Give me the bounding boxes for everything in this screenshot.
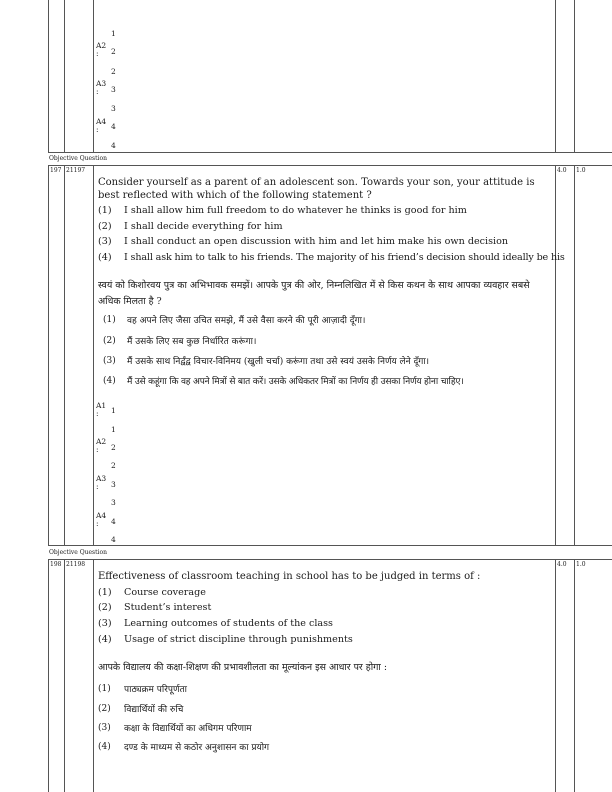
- option-number: (2): [98, 602, 112, 613]
- table-border: [48, 165, 612, 166]
- table-border: [555, 559, 556, 792]
- option-number: (1): [103, 315, 116, 325]
- question-type-label: Objective Question: [49, 155, 107, 162]
- option-number: (4): [98, 634, 112, 645]
- answer-key: A4 :: [96, 511, 107, 528]
- option-text: वह अपने लिए जैसा उचित समझे, मैं उसे वैसा करने की पूरी आज़ादी दूँगा।: [127, 316, 366, 326]
- answer-value: 2: [111, 443, 116, 452]
- table-border: [574, 165, 575, 545]
- option-text: दण्ड के माध्यम से कठोर अनुशासन का प्रयोग: [124, 743, 270, 753]
- option-number: (4): [98, 252, 112, 263]
- answer-key: A1 :: [96, 401, 107, 418]
- answer-key: A3 :: [96, 474, 107, 491]
- option-number: (2): [98, 221, 112, 232]
- question-negative-marks: 1.0: [576, 167, 586, 174]
- option-text: I shall conduct an open discussion with him and let him make his own decision: [124, 236, 509, 247]
- answer-value: 4: [111, 535, 116, 544]
- option-key: A2 :: [96, 41, 107, 58]
- option-value: 3: [111, 104, 116, 113]
- question-serial: 198: [50, 561, 62, 568]
- option-number: (3): [98, 618, 112, 629]
- option-value: 1: [111, 29, 116, 38]
- table-border: [64, 0, 65, 152]
- question-serial: 197: [50, 167, 62, 174]
- table-border: [48, 165, 49, 545]
- answer-value: 4: [111, 517, 116, 526]
- table-border: [48, 559, 612, 560]
- table-border: [93, 0, 94, 152]
- option-value: 3: [111, 85, 116, 94]
- option-key: A3 :: [96, 79, 107, 96]
- question-stem-hindi: स्वयं को किशोरवय पुत्र का अभिभावक समझें। आपके पुत्र की ओर, निम्नलिखित में से किस कथन के साथ आपका व्यवहार सबसे अधिक मिलता है ?: [98, 280, 530, 307]
- question-stem-english: Consider yourself as a parent of an adolescent son. Towards your son, your attitude is best reflected with which of the following statement ?: [98, 177, 535, 201]
- option-number: (2): [103, 336, 116, 346]
- question-stem-english: Effectiveness of classroom teaching in school has to be judged in terms of :: [98, 571, 481, 582]
- option-text: मैं उसे कहूंगा कि वह अपने मित्रों से बात करें। उसके अधिकतर मित्रों का निर्णय ही उसका निर्णय होना चाहिए।: [127, 377, 464, 387]
- option-text: I shall allow him full freedom to do whatever he thinks is good for him: [124, 205, 467, 216]
- option-text: Course coverage: [124, 587, 206, 598]
- option-number: (3): [103, 356, 116, 366]
- table-border: [48, 152, 612, 153]
- option-number: (2): [98, 704, 111, 714]
- answer-value: 3: [111, 480, 116, 489]
- question-negative-marks: 1.0: [576, 561, 586, 568]
- answer-value: 1: [111, 425, 116, 434]
- option-number: (4): [98, 742, 111, 752]
- option-text: Student’s interest: [124, 602, 212, 613]
- option-number: (1): [98, 205, 112, 216]
- table-border: [555, 0, 556, 152]
- option-number: (3): [98, 236, 112, 247]
- table-border: [574, 559, 575, 792]
- option-text: कक्षा के विद्यार्थियों का अधिगम परिणाम: [124, 724, 252, 734]
- table-border: [48, 559, 49, 792]
- option-number: (3): [98, 723, 111, 733]
- option-text: मैं उसके लिए सब कुछ निर्धारित करूंगा।: [127, 337, 257, 347]
- option-number: (1): [98, 587, 112, 598]
- option-key: A4 :: [96, 117, 107, 134]
- option-text: Usage of strict discipline through punishments: [124, 634, 353, 645]
- table-border: [574, 0, 575, 152]
- question-stem-hindi: आपके विद्यालय की कक्षा-शिक्षण की प्रभावशीलता का मूल्यांकन इस आधार पर होगा :: [98, 662, 387, 673]
- option-value: 2: [111, 47, 116, 56]
- question-type-label: Objective Question: [49, 549, 107, 556]
- question-marks: 4.0: [557, 167, 567, 174]
- option-value: 4: [111, 141, 116, 150]
- table-border: [48, 545, 612, 546]
- option-number: (1): [98, 684, 111, 694]
- option-text: पाठ्यक्रम परिपूर्णता: [124, 685, 187, 695]
- option-text: I shall ask him to talk to his friends. The majority of his friend’s decision should ideally be his: [124, 252, 565, 263]
- question-id: 21198: [66, 561, 86, 568]
- table-border: [48, 0, 49, 152]
- table-border: [555, 165, 556, 545]
- question-id: 21197: [66, 167, 86, 174]
- option-text: विद्यार्थियों की रुचि: [124, 705, 184, 715]
- answer-key: A2 :: [96, 437, 107, 454]
- table-border: [64, 559, 65, 792]
- table-border: [93, 165, 94, 545]
- option-value: 4: [111, 122, 116, 131]
- question-marks: 4.0: [557, 561, 567, 568]
- option-text: मैं उसके साथ निर्द्वंद्व विचार-विनिमय (खुली चर्चा) करूंगा तथा उसे स्वयं उसके निर्णय लेने दूँगा।: [127, 357, 430, 367]
- answer-value: 1: [111, 406, 116, 415]
- answer-value: 2: [111, 461, 116, 470]
- option-number: (4): [103, 376, 116, 386]
- table-border: [93, 559, 94, 792]
- option-text: I shall decide everything for him: [124, 221, 283, 232]
- option-value: 2: [111, 67, 116, 76]
- answer-value: 3: [111, 498, 116, 507]
- table-border: [64, 165, 65, 545]
- option-text: Learning outcomes of students of the class: [124, 618, 333, 629]
